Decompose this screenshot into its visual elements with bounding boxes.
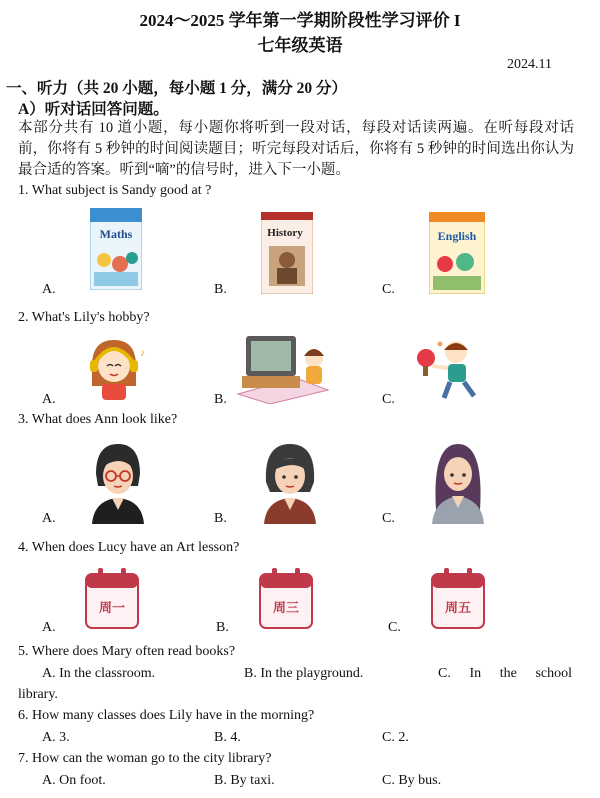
woman-short-hair-glasses-icon bbox=[88, 440, 148, 524]
question-5: 5. Where does Mary often read books? bbox=[18, 644, 236, 659]
child-watching-tv-icon bbox=[236, 332, 330, 404]
q7-option-c[interactable]: C. By bus. bbox=[382, 773, 442, 788]
calendar-monday-icon bbox=[84, 566, 140, 630]
q4-option-b[interactable]: B. bbox=[216, 620, 229, 635]
svg-text:Maths: Maths bbox=[99, 227, 133, 241]
svg-text:周五: 周五 bbox=[444, 601, 472, 616]
instructions: 本部分共有 10 道小题，每小题你将听到一段对话，每段对话读两遍。在听每段对话前，你将有 5 秒钟的时间阅读题目；听完每段对话后，你将有 5 秒钟的时间选出你认为最合适的答案。听到“嘀”的信号时，进入下一小题。 bbox=[18, 120, 574, 178]
question-4: 4. When does Lucy have an Art lesson? bbox=[18, 540, 240, 555]
svg-text:♪: ♪ bbox=[140, 348, 145, 359]
question-6: 6. How many classes does Lily have in the morning? bbox=[18, 708, 315, 723]
q6-option-b[interactable]: B. 4. bbox=[214, 730, 241, 745]
svg-text:History: History bbox=[267, 227, 303, 239]
svg-text:周一: 周一 bbox=[98, 601, 126, 616]
calendar-friday-icon bbox=[430, 566, 486, 630]
question-2: 2. What's Lily's hobby? bbox=[18, 310, 150, 325]
q6-option-a[interactable]: A. 3. bbox=[42, 730, 70, 745]
q1-option-a[interactable]: A. bbox=[42, 282, 56, 297]
girl-headphones-music-icon bbox=[80, 336, 148, 400]
q1-option-c[interactable]: C. bbox=[382, 282, 395, 297]
question-1: 1. What subject is Sandy good at ? bbox=[18, 183, 212, 198]
q5-option-a[interactable]: A. In the classroom. bbox=[42, 666, 156, 681]
woman-long-hair-icon bbox=[428, 440, 488, 524]
q3-option-b[interactable]: B. bbox=[214, 511, 227, 526]
english-book-image bbox=[429, 212, 485, 294]
woman-bob-hair-icon bbox=[260, 440, 320, 524]
exam-subtitle: 七年级英语 bbox=[257, 36, 343, 55]
svg-text:周三: 周三 bbox=[272, 601, 300, 616]
q4-option-c[interactable]: C. bbox=[388, 620, 401, 635]
maths-book-image bbox=[90, 208, 142, 290]
section-heading: 一、听力（共 20 小题，每小题 1 分，满分 20 分） bbox=[6, 80, 348, 97]
q7-option-b[interactable]: B. By taxi. bbox=[214, 773, 275, 788]
q7-option-a[interactable]: A. On foot. bbox=[42, 773, 106, 788]
question-3: 3. What does Ann look like? bbox=[18, 412, 178, 427]
q5-option-c[interactable]: C. In the school bbox=[438, 666, 572, 681]
q2-option-b[interactable]: B. bbox=[214, 392, 227, 407]
q1-option-b[interactable]: B. bbox=[214, 282, 227, 297]
history-book-image bbox=[261, 212, 313, 294]
q6-option-c[interactable]: C. 2. bbox=[382, 730, 409, 745]
svg-text:English: English bbox=[437, 229, 477, 243]
q2-option-c[interactable]: C. bbox=[382, 392, 395, 407]
q5-option-b[interactable]: B. In the playground. bbox=[244, 666, 364, 681]
calendar-wednesday-icon bbox=[258, 566, 314, 630]
question-7: 7. How can the woman go to the city library? bbox=[18, 751, 272, 766]
part-a-heading: A）听对话回答问题。 bbox=[18, 101, 169, 118]
q3-option-c[interactable]: C. bbox=[382, 511, 395, 526]
q3-option-a[interactable]: A. bbox=[42, 511, 56, 526]
exam-date: 2024.11 bbox=[507, 57, 552, 72]
girl-ping-pong-icon bbox=[414, 336, 486, 406]
exam-title: 2024～2025 学年第一学期阶段性学习评价 I bbox=[139, 11, 461, 30]
q2-option-a[interactable]: A. bbox=[42, 392, 56, 407]
q5-option-c-wrap: library. bbox=[18, 687, 58, 702]
q4-option-a[interactable]: A. bbox=[42, 620, 56, 635]
